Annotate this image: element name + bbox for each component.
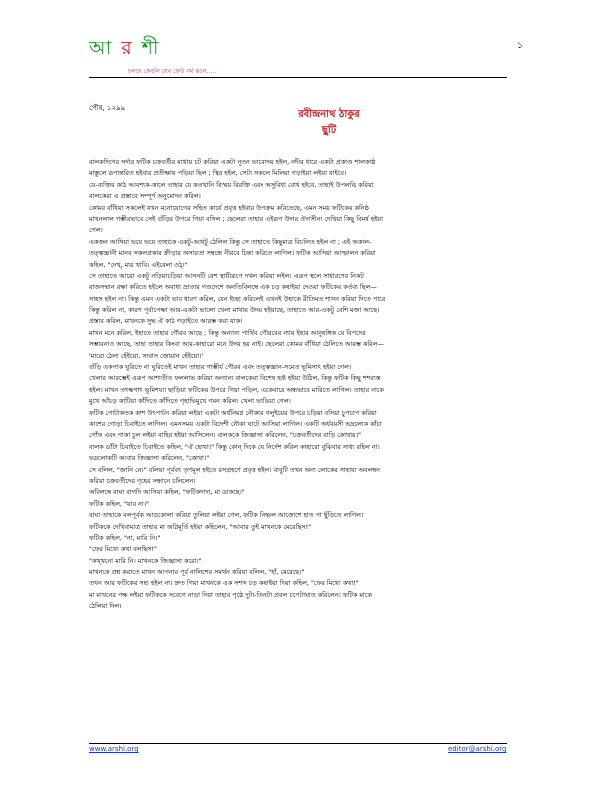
- body-line: মা মাখনের পক্ষ লইয়া ফটিককে সবেগে নাড়া দিয়া তাহার পৃষ্ঠে দুটা-তিনটা প্রবল চপেটাঘাত করিলেন। ফটিক মাকে: [89, 590, 372, 599]
- body-line: সাহস হইল না। কিন্তু এমন একটা ভাব ধারণ করিল, যেন ইচ্ছা করিলেই এখনই উহাকে রীতিমত শাসন করিয়া দিতে পারে: [89, 294, 386, 303]
- body-line: সে তাহাতে আরো একটু নড়িয়াচড়িয়া আসনটি বেশ স্থায়ীরূপে দখল করিয়া লইল। এরূপ স্থলে সাধারণের নিকট: [89, 271, 364, 280]
- page-number: ১: [517, 41, 523, 51]
- body-line: কাশের গোড়া চিবাইতে লাগিল। এমনসময় একটা বিদেশী নৌকা ঘাটে আসিয়া লাগিল। একটি অর্ধবয়সী ভদ্রলোক কাঁচা: [89, 419, 382, 428]
- body-line: যে-ব্যক্তির কাঠ আবশ্যক-কালে তাহার যে কতখানি বিস্ময় বিরক্তি এবং অসুবিধা বোধ হইবে, তাহাই উপলব্ধি করিয়া: [89, 180, 374, 189]
- body-line: ফটিককে দেখিবামাত্র তাহার মা অগ্নিমূর্তি হইয়া কহিলেন, "আবার তুই মাখনকে মেরেছিস!": [89, 522, 312, 531]
- body-line: মাখন মনে করিল, ইহাতে তাহার গৌরব আছে ; কিন্তু অন্যান্য পার্থিব গৌরবের ন্যায় ইহার আনুষঙ্গিক যে বিপদের: [89, 328, 366, 337]
- body-line: তখন আর ফটিকের সহ্য হইল না। দ্রুত গিয়া মাখনকে এক সশব্দ চড় কষাইয়া দিয়া কহিল, "ফের মিথ্যে কথা!": [89, 579, 359, 588]
- body-line: রাজসম্মান রক্ষা করিতে হইলে অবাধ্য ভ্রাতার গণ্ডদেশে অনতিবিলম্বে এক চড় কষাইয়া দেওয়া ফটিকের কর্তব্য ছিল—: [89, 283, 377, 292]
- article-body: [89, 157, 509, 729]
- body-line: বাঘা তাহাকে বলপূর্বক আড়কোলা করিয়া তুলিয়া লইয়া গেল, ফটিক নিষ্ফল আক্রোশে হাত পা ছুঁড়িতে লাগিল।: [89, 511, 364, 520]
- body-line: বালক ডাঁটা চিবাইতে চিবাইতে কহিল, "ঐ হোথা।" কিন্তু কোন্ দিকে যে নির্দেশ করিল কাহারো বুঝিবার সাধ্য রহিল না।: [89, 442, 380, 451]
- body-line: গেল।: [89, 226, 103, 235]
- body-line: কোমর বাঁধিয়া সকলেই যখন মনোযোগের সহিত কার্যে প্রবৃত্ত হইবার উপক্রম করিতেছে, এমন সময় ফটিকের কনিষ্ঠ: [89, 203, 369, 212]
- issue-date: পৌষ, ১২৯৯: [89, 104, 126, 112]
- site-logo: [89, 34, 160, 66]
- body-line: কহিল, "দেখ্, মার খাবি। এইবেলা ওঠ্।": [89, 260, 188, 269]
- website-link[interactable]: www.arshi.org: [89, 745, 139, 753]
- article-title: ছুটি: [321, 125, 337, 136]
- body-line: খেলার আরম্ভেই এরূপ আশাতীত ফললাভ করিয়া অন্যান্য বালকেরা বিশেষ হৃষ্ট হইয়া উঠিল, কিন্তু ফটিক কিছু শশব্যস্ত: [89, 374, 381, 383]
- body-line: ভদ্রলোকটি আবার জিজ্ঞাসা করিলেন, "কোথা।": [89, 454, 210, 463]
- body-line: মুখে আঁচড় কাটিয়া কাঁদিতে কাঁদিতে গৃহাভিমুখে গমন করিল। খেলা ভাঙিয়া গেল।: [89, 397, 291, 406]
- body-line: ফটিক কহিল, "না, মারি নি।": [89, 533, 161, 542]
- body-line: হইল। মাখন তৎক্ষণাৎ ভূমিশয্যা ছাড়িয়া ফটিকের উপরে গিয়া পড়িল, একেবারে অন্ধভাবে মারিতে লাগিল। তাহার নাকে: [89, 385, 384, 394]
- body-line: ফটিক কহিল, "যাব না।": [89, 499, 149, 508]
- body-line: "কখ্খনো মারি নি। মাখনকে জিজ্ঞাসা করো।": [89, 556, 202, 565]
- body-line: ঠেলিয়া দিল।: [89, 602, 122, 611]
- body-line: 'মারো ঠেলা হেঁইয়ো, সাবাস জোয়ান হেঁইয়ো।': [89, 351, 204, 360]
- header-divider: [89, 77, 507, 78]
- body-line: একজন আসিয়া ভয়ে ভয়ে তাহাকে একটু-আধটু ঠেলিল কিন্তু সে তাহাতে কিছুমাত্র বিচলিত হইল না ; এই অকাল-: [89, 237, 372, 246]
- logo-part-2: র: [121, 37, 134, 59]
- site-tagline: চলছে কেবলি যেন কেউ নর্ম ঝলে.....: [128, 68, 217, 75]
- body-line: প্রস্তাব করিল, মাখনকে সুদ্ধ ঐ কাঠ গড়াইতে আরম্ভ করা যাক।: [89, 317, 243, 326]
- body-line: "ফের মিথ্যে কথা বলছিস!": [89, 545, 157, 554]
- body-line: গুঁড়ি একপাক ঘুরিতে না ঘুরিতেই মাখন তাহার গাম্ভীর্য গৌরব এবং তত্ত্বজ্ঞান-সমেত ভূমিসাৎ হইয়া গেল।: [89, 363, 352, 372]
- email-link[interactable]: editor@arshi.org: [448, 745, 507, 753]
- body-line: গোঁফ এবং পাকা চুল লইয়া বাহির হইয়া আসিলেন। বালককে জিজ্ঞাসা করিলেন, "চক্রবর্তীদের বাড়ি কোথায়।": [89, 431, 361, 440]
- body-line: কিন্তু করিল না, কারণ পূর্বাপেক্ষা আর-একটা ভালো খেলা মাথায় উদয় হইয়াছে, তাহাতে আর-একটু বেশি মজা আছে।: [89, 306, 380, 315]
- body-line: তত্ত্বজ্ঞানী মানব সকলপ্রকার ক্রীড়ার অসারতা সম্বন্ধে নীরবে চিন্তা করিতে লাগিল। ফটিক আসিয়া আস্ফালন করিয়া: [89, 249, 376, 258]
- footer-divider: [89, 743, 507, 744]
- body-line: বালকদিগের সর্দার ফটিক চক্রবর্তীর মাথায় চট করিয়া একটা নূতন ভাবোদয় হইল, নদীর ধারে একটা প্রকাণ্ড শালকাষ্ঠ: [89, 158, 376, 166]
- body-line: মাস্তুলে রূপান্তরিত হইবার প্রতীক্ষায় পড়িয়া ছিল ; স্থির হইল, সেটা সকলে মিলিয়া গড়াইয়া লইয়া যাইবে।: [89, 169, 347, 178]
- body-line: সম্ভাবনাও আছে, তাহা তাহার কিংবা আর-কাহারো মনে উদয় হয় নাই। ছেলেরা কোমর বাঁধিয়া ঠেলিতে আরম্ভ করিল—: [89, 340, 384, 349]
- logo-part-1: আ: [89, 37, 114, 59]
- body-line: মাখনকে প্রশ্ন করাতে মাখন আপনার পূর্ব নালিশের সমর্থন করিয়া বলিল, "হাঁ, মেরেছে।": [89, 568, 305, 577]
- logo-part-3: শী: [141, 37, 161, 59]
- article-author: রবীন্দ্রনাথ ঠাকুর: [298, 109, 360, 120]
- body-line: সে বলিল, "জানি নে।" বলিয়া পূর্ববৎ তৃণমূল হইতে রসগ্রহণে প্রবৃত্ত হইল। বাবুটি তখন অন্য লোকের সাহায্য অবলম্বন: [89, 465, 380, 474]
- body-line: বালকেরা এ প্রস্তাবে সম্পূর্ণ অনুমোদন করিল।: [89, 192, 201, 201]
- body-line: ফটিক গোটাকতক কাশ উৎপাটন করিয়া লইয়া একটা অর্ধনিমগ্ন নৌকার গলুইয়ের উপরে চড়িয়া বসিয়া চুপচাপ করিয়া: [89, 408, 377, 417]
- body-line: করিয়া চক্রবর্তীদের গৃহের সন্ধানে চলিলেন।: [89, 476, 196, 485]
- body-line: অবিলম্বে বাঘা বাগদি আসিয়া কহিল, "ফটিকদাদা, মা ডাকছে।": [89, 488, 245, 497]
- body-line: মাখনলাল গম্ভীরভাবে সেই গুঁড়ির উপরে গিয়া বসিল ; ছেলেরা তাহার এইরূপ উদার ঔদাসীন্য দেখিয়া কিছু বিমর্ষ হইয়া: [89, 214, 383, 223]
